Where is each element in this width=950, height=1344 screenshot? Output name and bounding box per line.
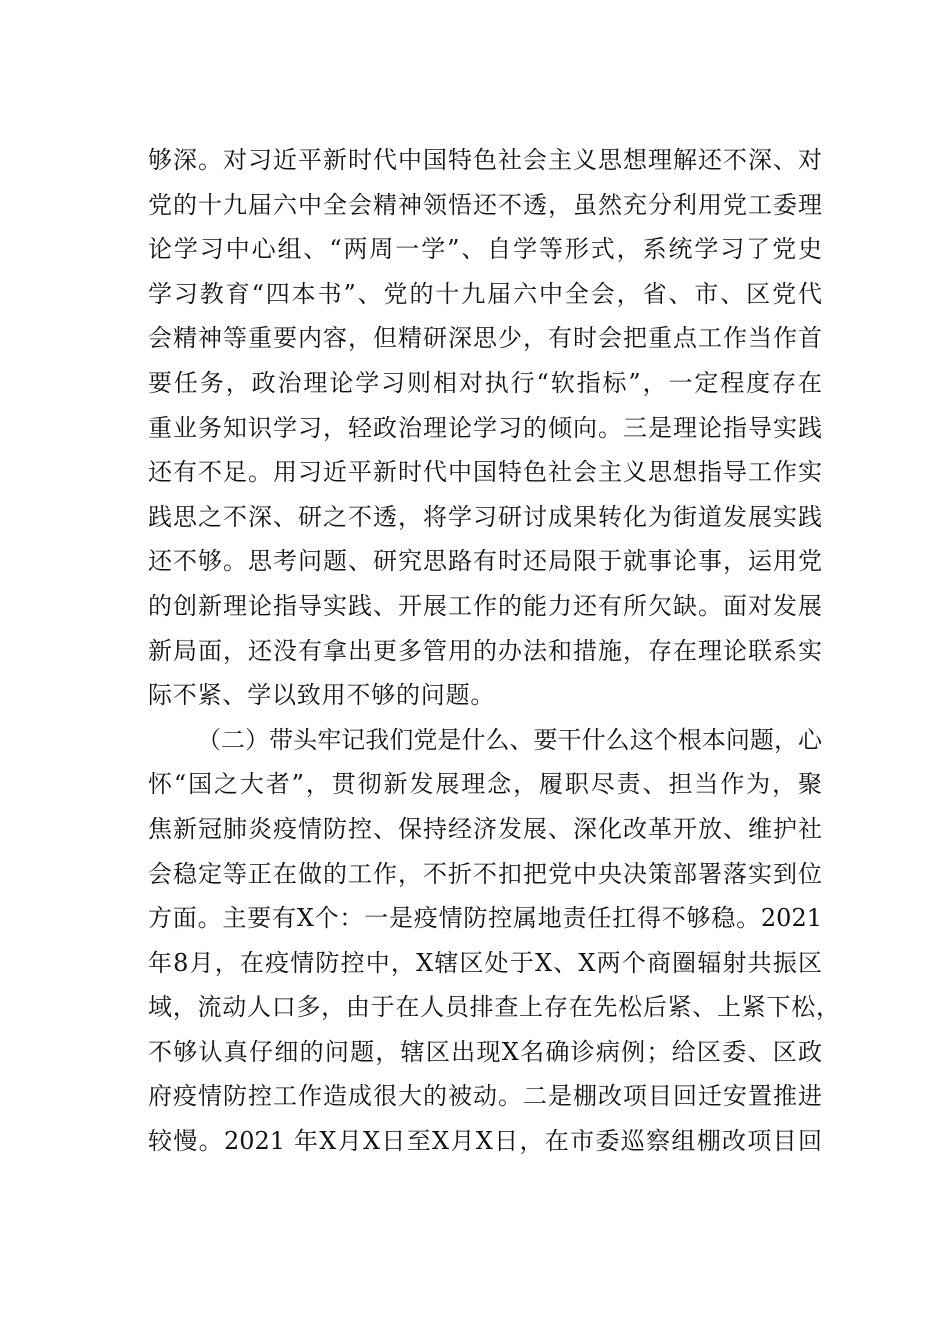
- text-line: 党的十九届六中全会精神领悟还不透，虽然充分利用党工委理: [148, 190, 822, 219]
- text-line: 还不够。思考问题、研究思路有时还局限于就事论事，运用党: [148, 547, 822, 576]
- text-line: 较慢。2021 年X月X日至X月X日，在市委巡察组棚改项目回: [148, 1127, 822, 1156]
- text-line: 会精神等重要内容，但精研深思少，有时会把重点工作当作首: [148, 324, 822, 353]
- text-line: 重业务知识学习，轻政治理论学习的倾向。三是理论指导实践: [148, 413, 822, 442]
- text-line: 践思之不深、研之不透，将学习研讨成果转化为街道发展实践: [148, 502, 822, 531]
- text-line: 域，流动人口多，由于在人员排查上存在先松后紧、上紧下松，: [148, 993, 840, 1022]
- text-line: 还有不足。用习近平新时代中国特色社会主义思想指导工作实: [148, 458, 822, 487]
- text-line: 要任务，政治理论学习则相对执行“软指标”，一定程度存在: [148, 368, 822, 397]
- text-line: 学习教育“四本书”、党的十九届六中全会，省、市、区党代: [148, 279, 822, 308]
- text-line: 会稳定等正在做的工作，不折不扣把党中央决策部署落实到位: [148, 859, 822, 888]
- paragraph-1: [148, 138, 822, 718]
- text-line: 不够认真仔细的问题，辖区出现X名确诊病例；给区委、区政: [148, 1037, 822, 1066]
- section-heading-line: （二）带头牢记我们党是什么、要干什么这个根本问题，心: [197, 725, 822, 754]
- text-line: 的创新理论指导实践、开展工作的能力还有所欠缺。面对发展: [148, 591, 822, 620]
- text-line: 年8月，在疫情防控中，X辖区处于X、X两个商圈辐射共振区: [148, 948, 822, 977]
- text-line: 论学习中心组、“两周一学”、自学等形式，系统学习了党史: [148, 235, 822, 264]
- text-line: 怀“国之大者”，贯彻新发展理念，履职尽责、担当作为，聚: [148, 770, 822, 799]
- paragraph-2: [148, 718, 840, 1164]
- text-line: 府疫情防控工作造成很大的被动。二是棚改项目回迁安置推进: [148, 1082, 822, 1111]
- text-line: 新局面，还没有拿出更多管用的办法和措施，存在理论联系实: [148, 636, 822, 665]
- text-line: 方面。主要有X个：一是疫情防控属地责任扛得不够稳。2021: [148, 904, 822, 933]
- text-line: 焦新冠肺炎疫情防控、保持经济发展、深化改革开放、维护社: [148, 814, 822, 843]
- text-line: 际不紧、学以致用不够的问题。: [148, 681, 496, 710]
- text-line: 够深。对习近平新时代中国特色社会主义思想理解还不深、对: [148, 146, 822, 174]
- body-text: [148, 138, 840, 1164]
